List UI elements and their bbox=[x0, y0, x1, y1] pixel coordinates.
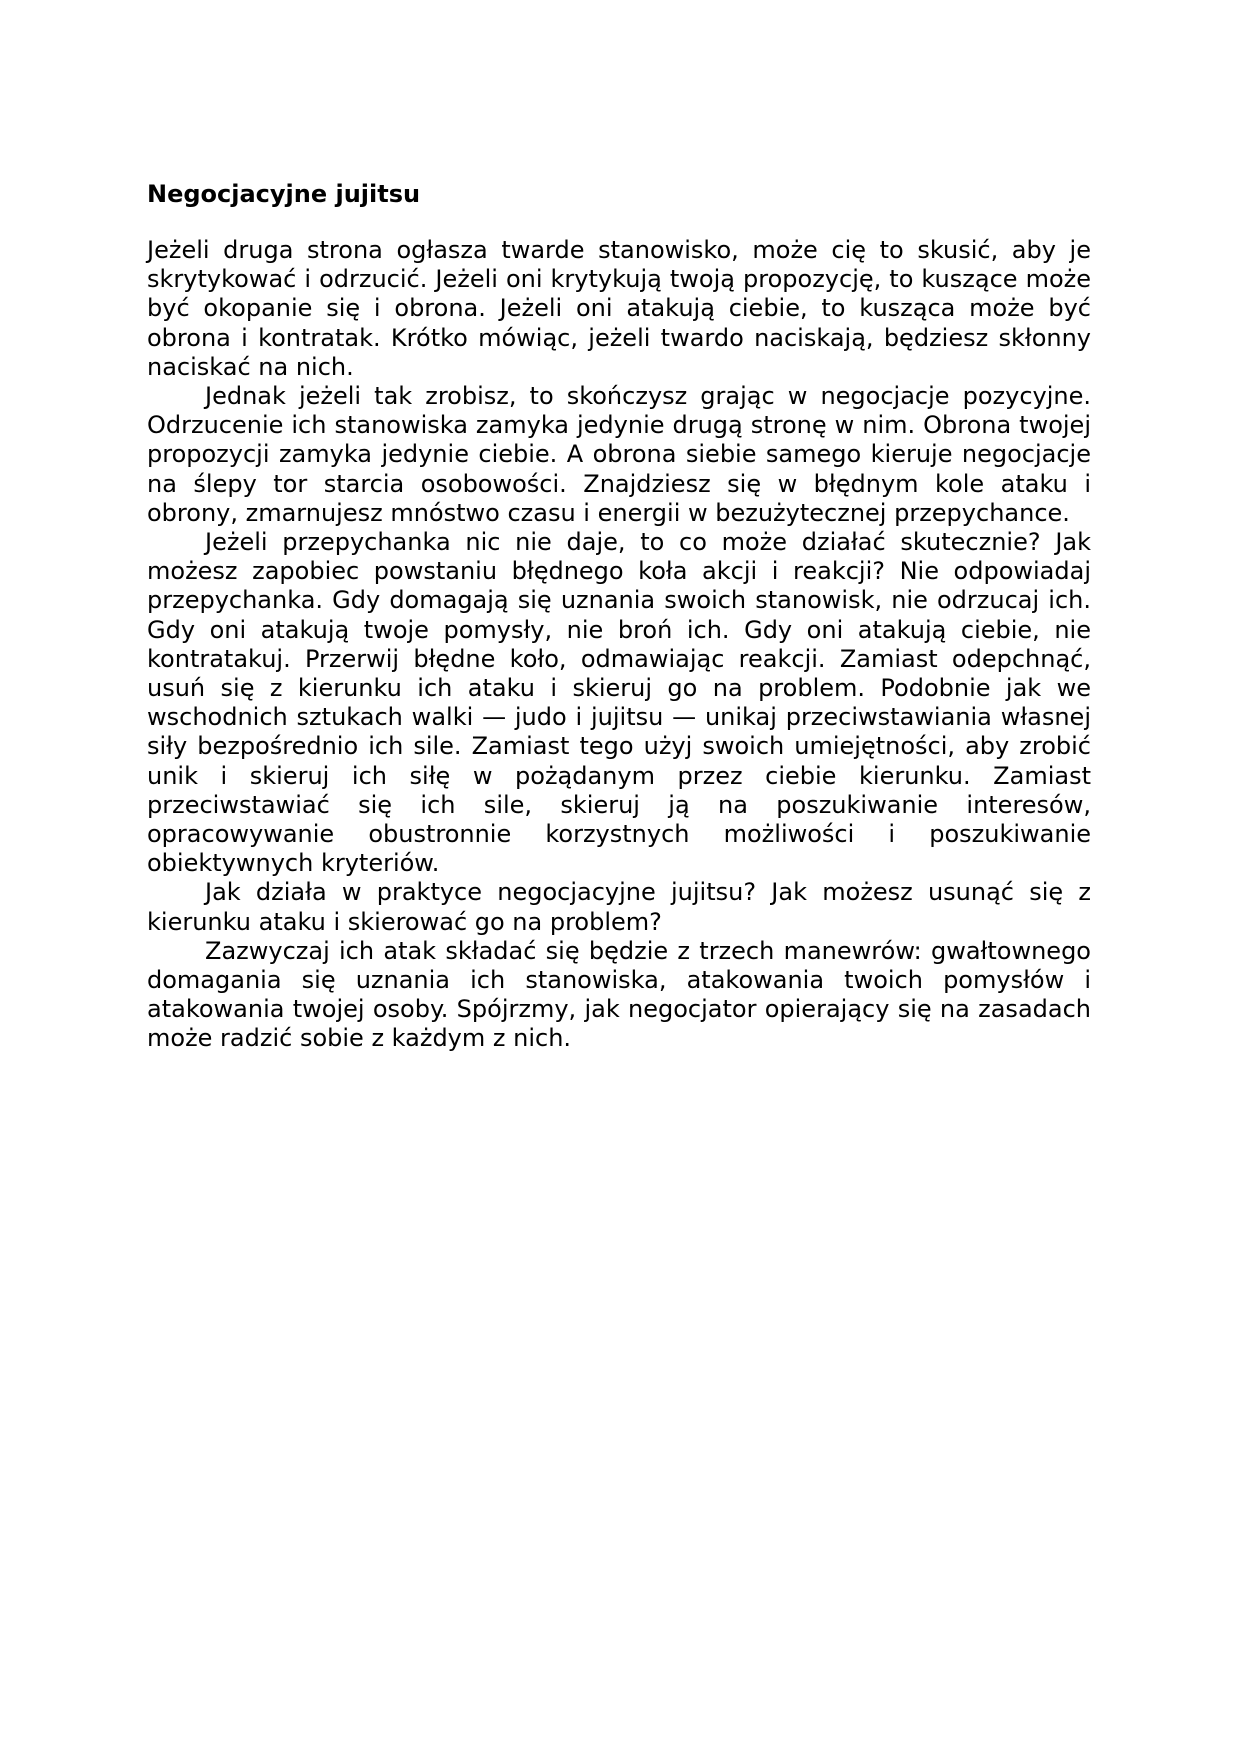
paragraph-5: Zazwyczaj ich atak składać się będzie z trzech manewrów: gwałtownego domagania się uznania ich stanowiska, atakowania twoich pomysłów i atakowania twojej osoby. Spójrzmy, jak negocjator opierający się na zasadach może radzić sobie z każdym z nich. bbox=[147, 936, 1091, 1053]
paragraph-1: Jeżeli druga strona ogłasza twarde stanowisko, może cię to skusić, aby je skrytykować i odrzucić. Jeżeli oni krytykują twoją propozycję, to kuszące może być okopanie się i obrona. Jeżeli oni atakują ciebie, to kusząca może być obrona i kontratak. Krótko mówiąc, jeżeli twardo naciskają, będziesz skłonny naciskać na nich. bbox=[147, 236, 1091, 381]
paragraph-2: Jednak jeżeli tak zrobisz, to skończysz grając w negocjacje pozycyjne. Odrzucenie ich stanowiska zamyka jedynie drugą stronę w nim. Obrona twojej propozycji zamyka jedynie ciebie. A obrona siebie samego kieruje negocjacje na ślepy tor starcia osobowości. Znajdziesz się w błędnym kole ataku i obrony, zmarnujesz mnóstwo czasu i energii w bezużytecznej przepychance. bbox=[147, 382, 1091, 527]
paragraph-3: Jeżeli przepychanka nic nie daje, to co może działać skutecznie? Jak możesz zapobiec powstaniu błędnego koła akcji i reakcji? Nie odpowiadaj przepychanka. Gdy domagają się uznania swoich stanowisk, nie odrzucaj ich. Gdy oni atakują twoje pomysły, nie broń ich. Gdy oni atakują ciebie, nie kontratakuj. Przerwij błędne koło, odmawiając reakcji. Zamiast odepchnąć, usuń się z kierunku ich ataku i skieruj go na problem. Podobnie jak we wschodnich sztukach walki — judo i jujitsu — unikaj przeciwstawiania własnej siły bezpośrednio ich sile. Zamiast tego użyj swoich umiejętności, aby zrobić unik i skieruj ich siłę w pożądanym przez ciebie kierunku. Zamiast przeciwstawiać się ich sile, skieruj ją na poszukiwanie interesów, opracowywanie obustronnie korzystnych możliwości i poszukiwanie obiektywnych kryteriów. bbox=[147, 528, 1091, 878]
document-title: Negocjacyjne jujitsu bbox=[147, 180, 421, 208]
paragraph-4: Jak działa w praktyce negocjacyjne jujitsu? Jak możesz usunąć się z kierunku ataku i skierować go na problem? bbox=[147, 878, 1091, 936]
document-body bbox=[147, 173, 1091, 1054]
